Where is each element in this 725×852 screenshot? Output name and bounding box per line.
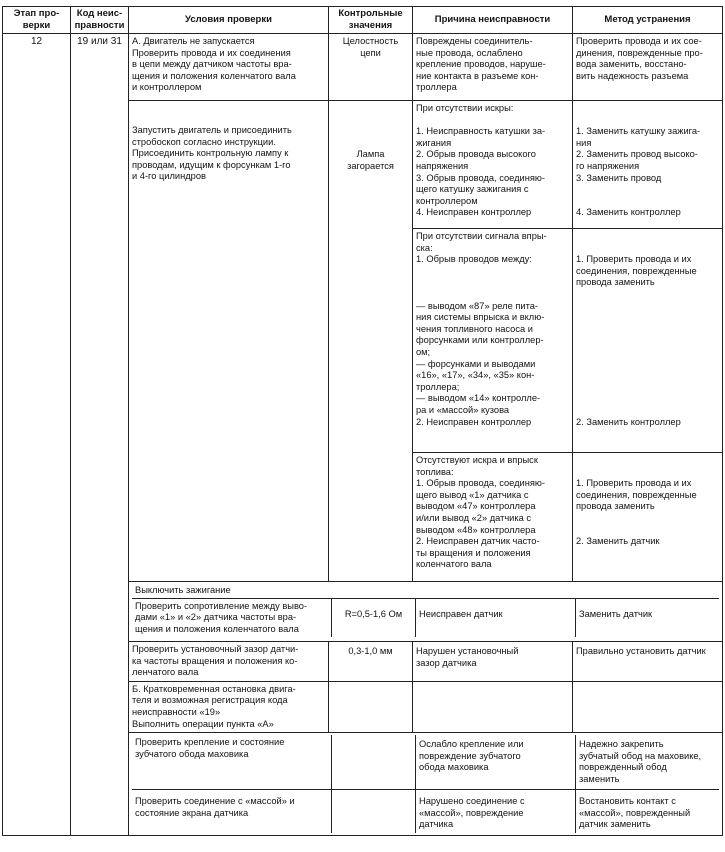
- ignition-off-text: Выключить зажигание: [135, 585, 231, 595]
- cause-gap: Нарушен установочный зазор датчика: [413, 642, 573, 682]
- fault-code: 19 или 31: [71, 34, 129, 836]
- condition-a: А. Двигатель не запускается Проверить провода и их соединения в цепи между датчиком частоты вра- щения и положения коленчатого вала и контроллером: [129, 34, 329, 101]
- header-stage: Этап про- верки: [3, 7, 71, 34]
- value-ground-empty: [332, 790, 416, 833]
- fix-no-injection: 1. Проверить провода и их соединения, поврежденные провода заменить 2. Заменить контроллер: [573, 229, 723, 453]
- value-b-empty: [329, 681, 413, 732]
- cause-b-empty: [413, 681, 573, 732]
- condition-gap: Проверить установочный зазор датчи- ка частоты вращения и положения ко- ленчатого вала: [129, 642, 329, 682]
- diagnostic-table: [2, 6, 723, 836]
- cause-a: Повреждены соединитель- ные провода, ослаблено крепление проводов, наруше- ние контакта в разъеме кон- троллера: [413, 34, 573, 101]
- stage-number: 12: [3, 34, 71, 836]
- cause-no-injection: При отсутствии сигнала впры- ска: 1. Обрыв проводов между: — выводом «87» реле пита- ния системы впрыска и вклю- чения топливного насоса и форсунками или контроллер- ом; — форсунками и выводами «16», «17», «34», «35» кон- троллера; — выводом «14» контролле- ра и «массой» кузова 2. Неисправен контроллер: [413, 229, 573, 453]
- fix-b-empty: [573, 681, 723, 732]
- condition-b: Б. Кратковременная остановка двига- теля и возможная регистрация кода неисправности «19» Выполнить операции пункта «А»: [129, 681, 329, 732]
- condition-flywheel: Проверить крепление и состояние зубчатого обода маховика: [132, 735, 332, 789]
- cause-flywheel: Ослабло крепление или повреждение зубчатого обода маховика: [416, 735, 576, 789]
- fix-a: Проверить провода и их сое- динения, поврежденные про- вода заменить, восстано- вить надежность разъема: [573, 34, 723, 101]
- fix-no-spark: 1. Заменить катушку зажига- ния 2. Заменить провод высоко- го напряжения 3. Заменить провод 4. Заменить контроллер: [573, 101, 723, 229]
- ignition-off-block: [129, 582, 723, 642]
- condition-resistance: Проверить сопротивление между выво- дами «1» и «2» датчика частоты вра- щения и положения коленчатого вала: [132, 599, 332, 638]
- value-flywheel-empty: [332, 735, 416, 789]
- condition-ground: Проверить соединение с «массой» и состояние экрана датчика: [132, 790, 332, 833]
- header-cause: Причина неисправности: [413, 7, 573, 34]
- fix-ground: Востановить контакт с «массой», поврежденный датчик заменить: [579, 796, 691, 830]
- header-conditions: Условия проверки: [129, 7, 329, 34]
- table-header-row: [3, 7, 723, 34]
- value-gap: 0,3-1,0 мм: [329, 642, 413, 682]
- value-a: Целостность цепи: [329, 34, 413, 101]
- cause-ground: Нарушено соединение с «массой», повреждение датчика: [416, 790, 576, 833]
- header-code: Код неис- правности: [71, 7, 129, 34]
- header-values: Контрольные значения: [329, 7, 413, 34]
- value-resistance: R=0,5-1,6 Ом: [332, 599, 416, 638]
- cause-resistance: Неисправен датчик: [416, 599, 576, 638]
- wheel-mass-block: [129, 733, 723, 836]
- fix-flywheel: Надежно закрепить зубчатый обод на маховике, поврежденный обод заменить: [579, 739, 702, 784]
- table-row: [3, 34, 723, 101]
- cause-no-spark-injection: Отсутствуют искра и впрыск топлива: 1. Обрыв провода, соединяю- щего вывод «1» датчика с выводом «47» контроллера и/или вывод «2» датчика с выводом «48» контроллера 2. Неисправен датчик часто- ты вращения и положения коленчатого вала: [413, 453, 573, 582]
- fix-no-spark-injection: 1. Проверить провода и их соединения, поврежденные провода заменить 2. Заменить датчик: [573, 453, 723, 582]
- fix-resistance: Заменить датчик: [579, 608, 653, 619]
- fix-gap: Правильно установить датчик: [573, 642, 723, 682]
- value-strobe: Лампа загорается: [329, 101, 413, 582]
- cause-no-spark: При отсутствии искры: 1. Неисправность катушки за- жигания 2. Обрыв провода высокого напряжения 3. Обрыв провода, соединяю- щего катушку зажигания с контроллером 4. Неисправен контроллер: [413, 101, 573, 229]
- header-fix: Метод устранения: [573, 7, 723, 34]
- condition-strobe: Запустить двигатель и присоединить стробоскоп согласно инструкции. Присоединить контрольную лампу к проводам, идущим к форсункам 1-го и 4-го цилиндров: [129, 101, 329, 582]
